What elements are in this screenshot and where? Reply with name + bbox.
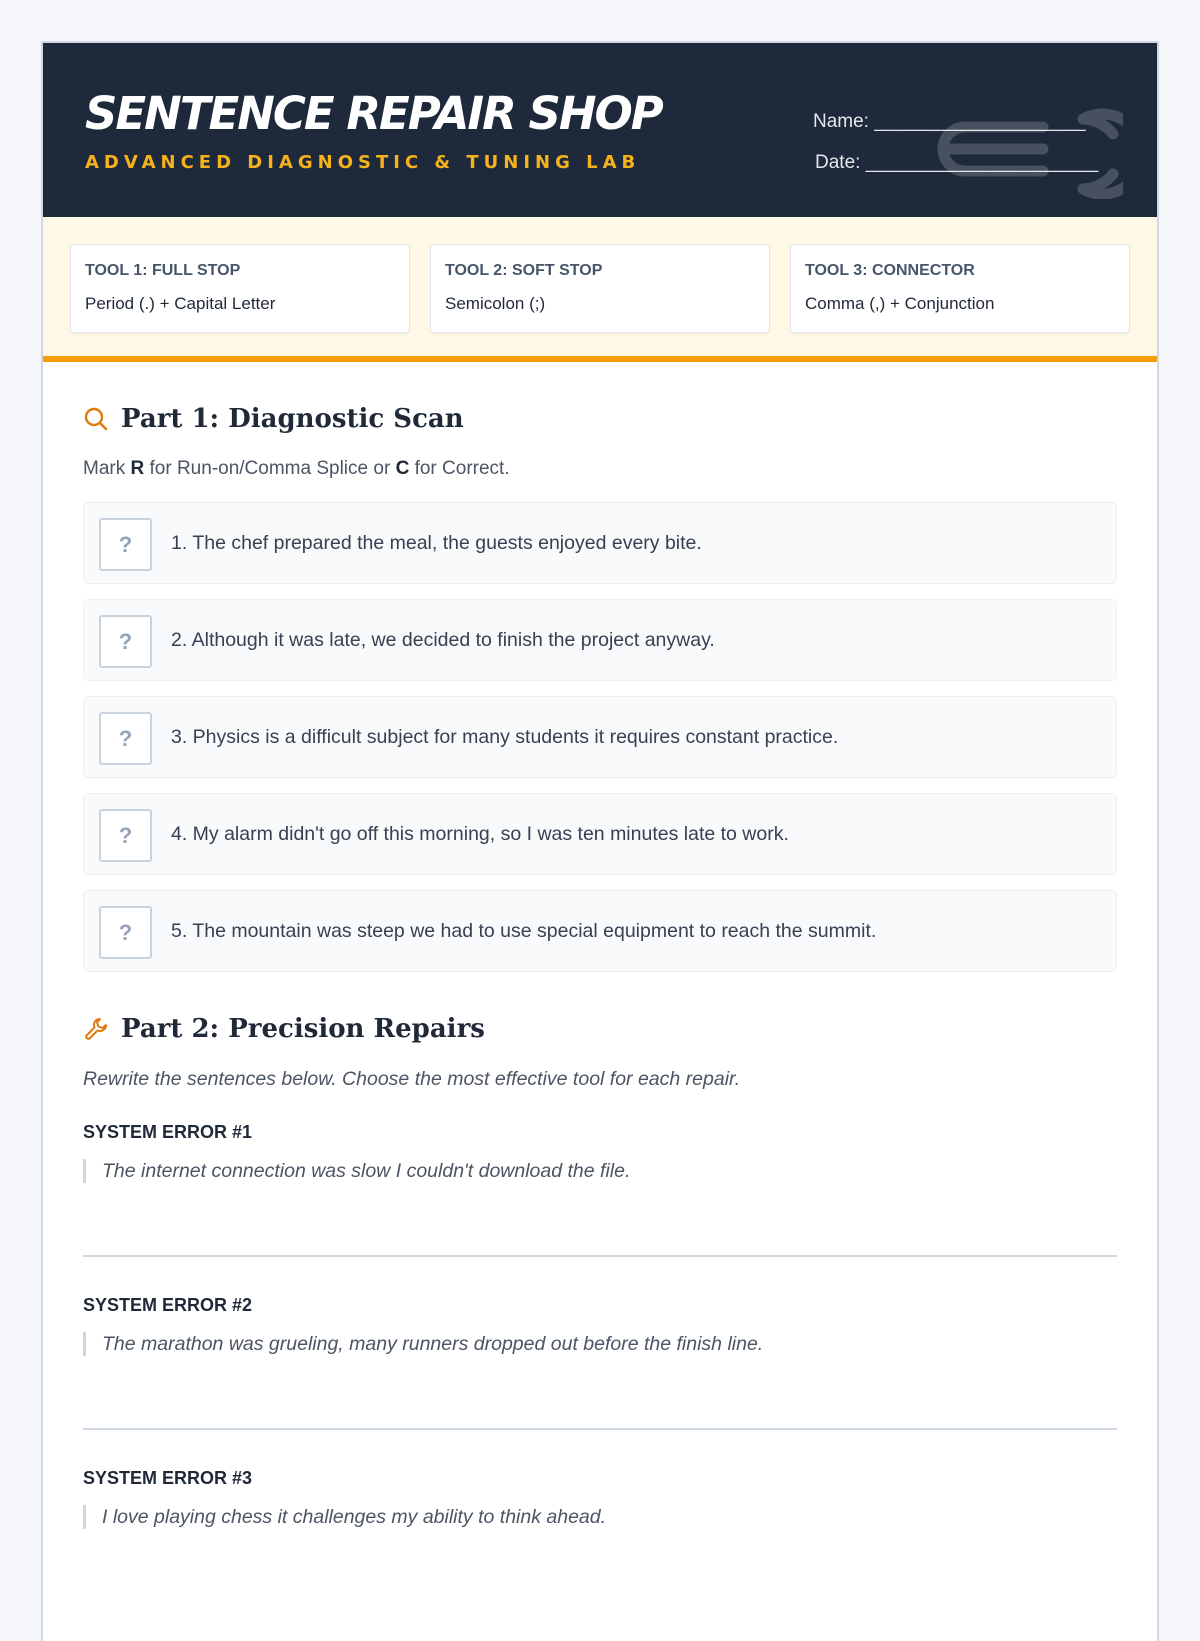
- diagnostic-sentence: 3. Physics is a difficult subject for many students it requires constant practice.: [171, 726, 839, 748]
- diagnostic-item: [83, 696, 1117, 778]
- diagnostic-sentence: 5. The mountain was steep we had to use special equipment to reach the summit.: [171, 920, 877, 942]
- tool-reference-bar: [43, 217, 1157, 362]
- tool-title: TOOL 3: CONNECTOR: [805, 262, 975, 279]
- wrench-icon: [83, 1016, 109, 1042]
- page-title: SENTENCE REPAIR SHOP: [85, 87, 662, 140]
- tool-description: Period (.) + Capital Letter: [85, 294, 276, 313]
- answer-box[interactable]: ?: [99, 615, 152, 668]
- system-error-sentence: The internet connection was slow I couldn't download the file.: [83, 1159, 630, 1183]
- instruction-text: Mark: [83, 458, 131, 479]
- name-field[interactable]: Name: ____________________: [813, 111, 1086, 132]
- tool-title: TOOL 1: FULL STOP: [85, 262, 241, 279]
- system-error-label: SYSTEM ERROR #1: [83, 1122, 253, 1142]
- answer-box[interactable]: ?: [99, 809, 152, 862]
- page-subtitle: ADVANCED DIAGNOSTIC & TUNING LAB: [85, 152, 641, 173]
- answer-line[interactable]: [83, 1428, 1117, 1430]
- system-error-label: SYSTEM ERROR #3: [83, 1468, 253, 1488]
- magnifier-icon: [83, 406, 109, 432]
- header: [43, 43, 1157, 217]
- tool-description: Comma (,) + Conjunction: [805, 294, 995, 313]
- diagnostic-item: [83, 599, 1117, 681]
- part1-title: Part 1: Diagnostic Scan: [121, 404, 464, 434]
- part2-title: Part 2: Precision Repairs: [121, 1014, 485, 1044]
- system-error-sentence: The marathon was grueling, many runners dropped out before the finish line.: [83, 1332, 763, 1356]
- instruction-text: for Correct.: [409, 458, 510, 479]
- answer-box[interactable]: ?: [99, 518, 152, 571]
- system-error-label: SYSTEM ERROR #2: [83, 1295, 253, 1315]
- part1-heading: [83, 404, 464, 434]
- part2-heading: [83, 1014, 485, 1044]
- tool-card-connector: [790, 244, 1130, 333]
- answer-box[interactable]: ?: [99, 712, 152, 765]
- instruction-c-mark: C: [395, 458, 410, 479]
- diagnostic-sentence: 2. Although it was late, we decided to finish the project anyway.: [171, 629, 715, 651]
- tool-title: TOOL 2: SOFT STOP: [445, 262, 603, 279]
- worksheet: [41, 41, 1159, 1641]
- date-field[interactable]: Date: ______________________: [815, 152, 1099, 173]
- tool-card-full-stop: [70, 244, 410, 333]
- diagnostic-sentence: 1. The chef prepared the meal, the guests enjoyed every bite.: [171, 532, 702, 554]
- system-error-sentence: I love playing chess it challenges my ability to think ahead.: [83, 1505, 606, 1529]
- diagnostic-sentence: 4. My alarm didn't go off this morning, so I was ten minutes late to work.: [171, 823, 789, 845]
- part1-instruction: [83, 458, 510, 480]
- diagnostic-item: [83, 793, 1117, 875]
- tool-card-soft-stop: [430, 244, 770, 333]
- answer-line[interactable]: [83, 1255, 1117, 1257]
- diagnostic-item: [83, 890, 1117, 972]
- part2-instruction: Rewrite the sentences below. Choose the most effective tool for each repair.: [83, 1068, 741, 1090]
- answer-box[interactable]: ?: [99, 906, 152, 959]
- instruction-r-mark: R: [130, 458, 145, 479]
- tool-description: Semicolon (;): [445, 294, 546, 313]
- instruction-text: for Run-on/Comma Splice or: [144, 458, 396, 479]
- diagnostic-item: [83, 502, 1117, 584]
